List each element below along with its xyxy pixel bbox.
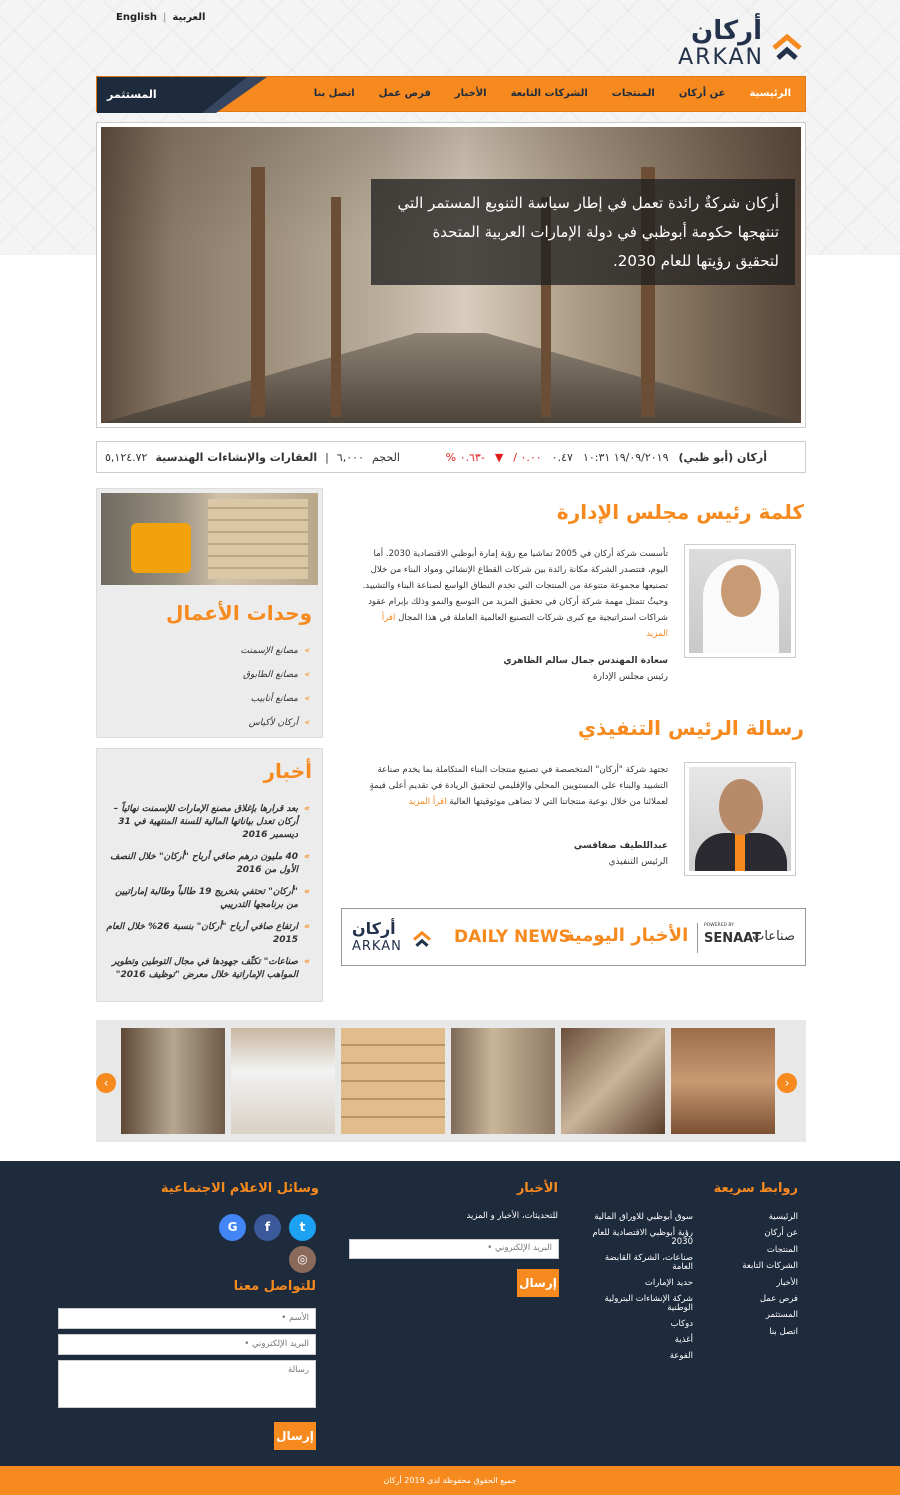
ticker-datetime: ١٩/٠٩/٢٠١٩ ١٠:٣١ [582,451,669,464]
partner-link[interactable]: دوكاب [670,1319,693,1329]
news-box-title: أخبار [263,759,312,783]
news-list [105,803,310,991]
chairman-message [358,546,668,642]
footer-link[interactable]: اتصل بنا [769,1326,798,1337]
ticker-volume: ٦,٠٠٠ [336,451,364,464]
lang-separator: | [163,12,167,23]
forklift-photo [101,493,318,585]
hero-floor [101,333,801,423]
partner-link[interactable]: شركة الإنشاءات البترولية الوطنية [604,1294,693,1313]
ceo-section-title: رسالة الرئيس التنفيذي [577,716,804,740]
chairman-message-text: تأسست شركة أركان في 2005 تماشيا مع رؤية إمارة أبوظبي الاقتصادية 2030. أما اليوم، فتتصدر الشركة مكانة رائدة بين شركات القطاع الإنشائي ومواد البناء من خلال تصنيعها مجموعة متنوعة من المنتجات التي تخدم النطاق الواسع لصناعة البناء والتشييد. وحيثُ تتمثل مهمة شركة أركان في تحقيق المزيد من التوسع والنمو وذلك بإبرام عقود شراكات استراتيجية مع كبرى شركات التصنيع العالمية العاملة في هذا المجال [362,549,668,623]
footer-link[interactable]: الأخبار [776,1277,798,1288]
news-item[interactable]: » بعد قرارها بإغلاق مصنع الإمارات للإسمنت نهائياً – أركان تعدل بياناتها المالية للسنة المنتهية في 31 ديسمبر 2016 [105,803,310,842]
partner-link[interactable]: الفوعة [669,1351,693,1361]
main-navigation [96,76,806,112]
logo-mark-icon [772,34,802,60]
ticker-secondary-row [105,451,400,464]
footer-link[interactable]: المنتجات [766,1244,798,1255]
ticker-main-row [446,451,767,464]
chairman-name: سعادة المهندس جمال سالم الظاهري [503,656,668,666]
ticker-sector-value: ٥,١٢٤.٧٢ [105,451,148,464]
newsletter-title: الأخبار [516,1181,558,1196]
footer-link[interactable]: الرئيسية [768,1212,798,1222]
logo-arabic-text: أركان [691,16,762,46]
carousel-image[interactable] [231,1028,335,1134]
news-item[interactable]: » "أركان" تحتفي بتخريج 19 طالباً وطالبة إماراتيين من برنامجها التدريبي [105,886,310,912]
investor-tab-label[interactable]: المستثمر [107,88,157,101]
chairman-signature [503,653,668,685]
hero-pillar [331,197,341,417]
ceo-signature [574,838,668,870]
ticker-change-percent: -٠.٦٣ % [445,451,485,464]
down-arrow-icon: ▼ [494,451,504,464]
carousel-image[interactable] [671,1028,775,1134]
contact-message-textarea[interactable]: رسالة [58,1360,316,1408]
footer-link[interactable]: عن أركان [764,1228,798,1239]
portrait-face [721,565,761,617]
partner-link[interactable]: حديد الإمارات [644,1278,693,1288]
ceo-read-more-link[interactable]: اقرأ المزيد [408,797,447,807]
senaat-logo [697,923,797,953]
daily-news-banner[interactable] [341,908,806,966]
senaat-arabic: صناعات [752,929,795,944]
footer-link[interactable]: فرص عمل [759,1294,798,1305]
banner-daily-news: DAILY NEWS [454,927,571,947]
partner-links-list [583,1213,693,1368]
quick-links-list [708,1209,798,1340]
brick-stack [208,499,308,579]
footer-link[interactable]: المستثمر [765,1310,798,1321]
site-footer [0,1161,900,1466]
nav-item-products[interactable]: المنتجات [611,88,655,99]
carousel-image[interactable] [121,1028,225,1134]
chairman-section-title: كلمة رئيس مجلس الإدارة [556,500,804,524]
chairman-portrait [684,544,796,658]
partner-link[interactable]: أغذية [674,1335,693,1345]
nav-item-home[interactable]: الرئيسية [749,88,791,99]
business-units-title: وحدات الأعمال [166,601,312,625]
unit-pipes-link[interactable]: » مصانع أنابيب [110,693,310,706]
carousel-next-arrow-icon[interactable]: › [777,1073,797,1093]
carousel-image[interactable] [341,1028,445,1134]
logo-english-text: ARKAN [678,45,764,70]
contact-title: للتواصل معنا [233,1279,316,1294]
newsletter-email-input[interactable]: البريد الإلكتروني • [349,1239,559,1259]
copyright-bar: جميع الحقوق محفوظة لدى 2019 أركان [0,1466,900,1495]
ticker-company: أركان (أبو ظبي) [678,451,767,464]
banner-arkan-english: ARKAN [352,939,402,954]
nav-menu [314,88,791,99]
hero-pillar [251,167,265,417]
portrait-lanyard [735,833,745,871]
news-item[interactable]: » ارتفاع صافي أرباح "أركان" بنسبة 26% خلال العام 2015 [105,921,310,947]
chairman-read-more-link[interactable]: اقرأ المزيد [381,613,668,639]
unit-bricks-link[interactable]: » مصانع الطابوق [110,669,310,682]
hero-slider[interactable] [96,122,806,428]
partner-link[interactable]: صناعات، الشركة القابضة العامة [604,1253,693,1272]
partner-link[interactable]: سوق أبوظبي للاوراق المالية [594,1212,693,1222]
arkan-logo[interactable] [660,16,806,70]
senaat-english: SENAAT [704,931,762,946]
banner-arkan-arabic: أركان [352,919,396,938]
footer-link[interactable]: الشركات التابعة [742,1261,798,1272]
senaat-powered-by: POWERED BY [704,923,735,928]
portrait-face [719,779,763,835]
carousel-image[interactable] [451,1028,555,1134]
facebook-icon[interactable]: f [254,1214,281,1241]
ceo-name: عبداللطيف صفاقسي [573,841,668,851]
lang-english-link[interactable]: English [116,12,158,23]
image-carousel [96,1020,806,1142]
business-units-list [110,645,310,741]
carousel-prev-arrow-icon[interactable]: ‹ [96,1073,116,1093]
twitter-icon[interactable]: t [289,1214,316,1241]
partner-link[interactable]: رؤية أبوظبي الاقتصادية للعام 2030 [592,1228,693,1247]
banner-daily-news-arabic: الأخبار اليومية [564,925,689,946]
stock-ticker [96,441,806,473]
quick-links-title: روابط سريعة [713,1181,798,1196]
ticker-change: ٠.٠٠ / [513,451,542,464]
nav-item-subsidiaries[interactable]: الشركات التابعة [510,88,588,99]
language-switcher [116,12,205,23]
newsletter-send-button[interactable]: إرسال [517,1269,559,1297]
carousel-image[interactable] [561,1028,665,1134]
business-units-box [96,488,323,738]
contact-send-button[interactable]: إرسال [274,1422,316,1450]
chairman-role: رئيس مجلس الإدارة [592,672,668,682]
nav-item-contact[interactable]: اتصل بنا [313,88,355,99]
unit-cement-link[interactable]: » مصانع الإسمنت [110,645,310,658]
news-box [96,748,323,1002]
ceo-portrait [684,762,796,876]
unit-bags-link[interactable]: » أركان لأكياس [110,717,310,730]
social-media-title: وسائل الاعلام الاجتماعية [160,1181,319,1196]
ticker-price: ٠.٤٧ [551,451,573,464]
lang-arabic-link[interactable]: العربية [172,12,206,23]
ceo-message [358,762,668,810]
news-item[interactable]: » صناعات" تكثّف جهودها في مجال التوطين وتطوير المواهب الإماراتية خلال معرض "توظيف 2016" [105,956,310,982]
newsletter-text: للتحديثات، الأخبار و المزيد [466,1211,558,1221]
nav-item-about[interactable]: عن أركان [678,88,726,99]
ticker-divider: | [325,451,329,464]
contact-name-input[interactable]: الأسم • [58,1308,316,1329]
banner-logo-mark-icon [412,931,432,947]
ticker-volume-label: الحجم [371,451,400,464]
nav-item-news[interactable]: الأخبار [454,88,487,99]
google-icon[interactable]: G [219,1214,246,1241]
ticker-sector: العقارات والإنشاءات الهندسية [155,451,318,464]
nav-item-careers[interactable]: فرص عمل [378,88,431,99]
hero-factory-image [101,127,801,423]
forklift-shape [131,523,191,573]
hero-caption: أركان شركةٌ رائدة تعمل في إطار سياسة التنويع المستمر التي تنتهجها حكومة أبوظبي في دولة الإمارات العربية المتحدة لتحقيق رؤيتها للعام 2030. [371,179,795,285]
ceo-message-text: تجتهد شركة "أركان" المتخصصة في تصنيع منتجات البناء المتكاملة بما يخدم صناعة التشييد والبناء على المستويين المحلي والإقليمي لتحقيق الريادة في تقديم أعلى قيمةٍ لعملائنا من خلال نوعية منتجاتنا التي لا تضاهى موثوقيتها العالية [369,765,668,807]
ceo-role: الرئيس التنفيذي [608,857,668,867]
instagram-icon[interactable]: ◎ [289,1246,316,1273]
news-item[interactable]: » 40 مليون درهم صافي أرباح "أركان" خلال النصف الأول من 2016 [105,851,310,877]
contact-email-input[interactable]: البريد الإلكتروني • [58,1334,316,1355]
